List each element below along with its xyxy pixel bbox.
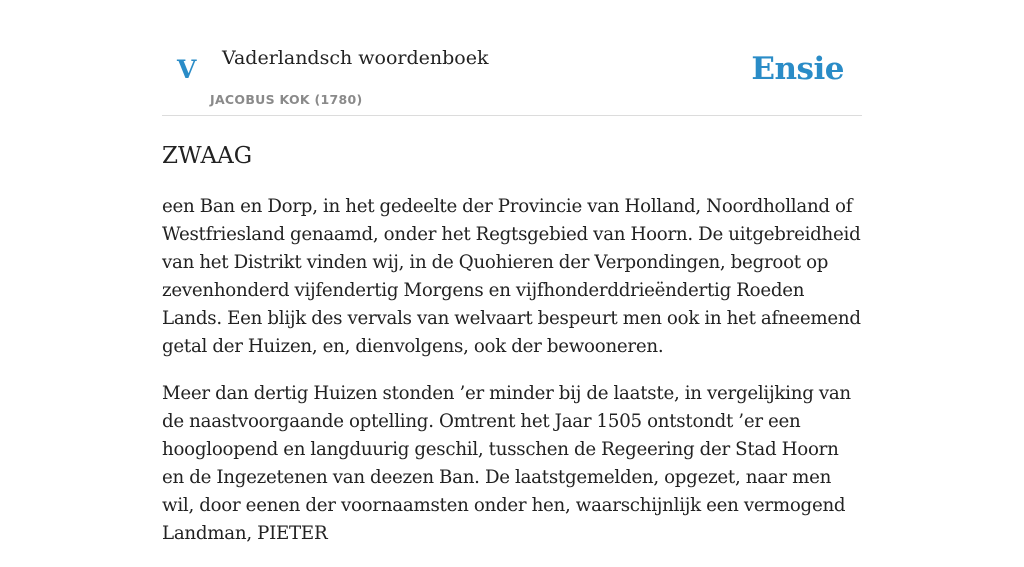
article-page [162,0,862,544]
ensie-logo-link[interactable]: Ensie [751,51,844,87]
entry-title: ZWAAG [162,143,253,169]
entry-body [162,193,862,567]
entry-paragraph: Meer dan dertig Huizen stonden ’er minder bij de laatste, in vergelijking van de naastvoorgaande optelling. Omtrent het Jaar 1505 ontstondt ’er een hoogloopend en langduurig geschil, tusschen de Regeering der Stad Hoorn en de Ingezetenen van deezen Ban. De laatstgemelden, opgezet, naar men wil, door eenen der voornaamsten onder hen, waarschijnlijk een vermogend Landman, PIETER [162,383,851,544]
book-letter-icon[interactable]: V [177,55,197,84]
book-author: JACOBUS KOK (1780) [210,92,363,107]
book-title-link[interactable]: Vaderlandsch woordenboek [222,47,489,69]
entry-paragraph: een Ban en Dorp, in het gedeelte der Provincie van Holland, Noordholland of Westfriesland genaamd, onder het Regtsgebied van Hoorn. De uitgebreidheid van het Distrikt vinden wij, in de Quohieren der Verpondingen, begroot op zevenhonderd vijfendertig Morgens en vijfhonderddrieëndertig Roeden Lands. Een blijk des vervals van welvaart bespeurt men ook in het afneemend getal der Huizen, en, dienvolgens, ook der bewooneren. [162,196,861,357]
book-header [162,0,862,116]
